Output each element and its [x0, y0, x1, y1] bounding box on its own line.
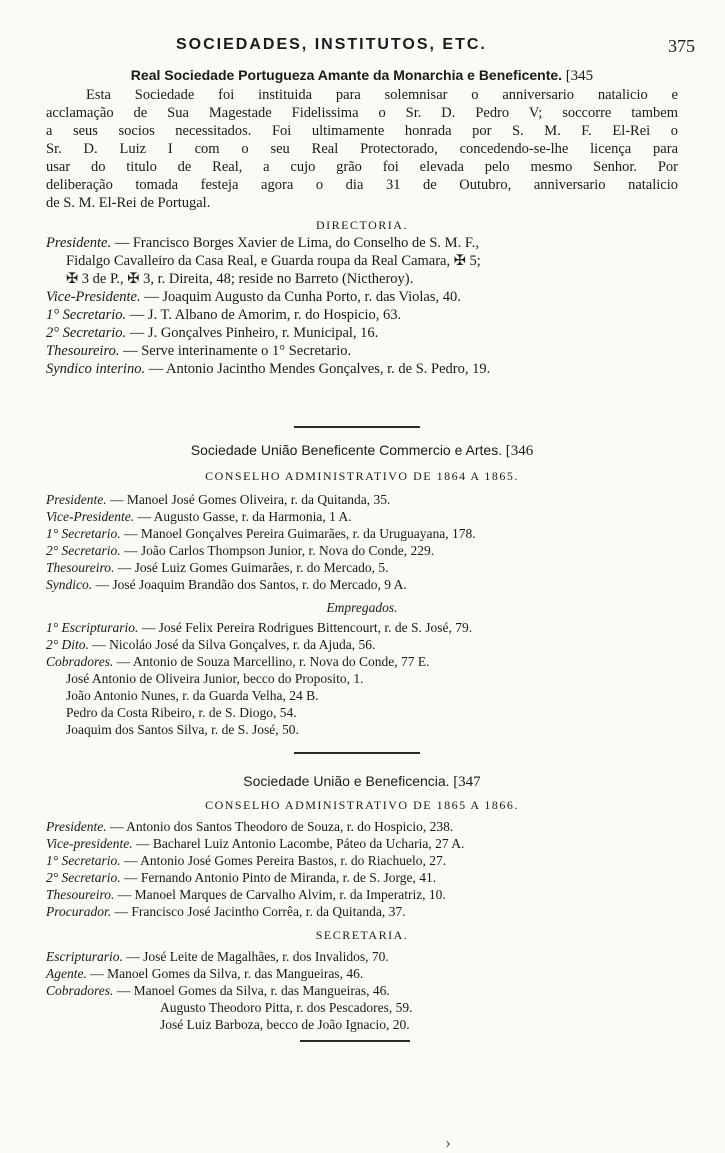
- entry-text: — Fernando Antonio Pinto de Miranda, r. de S. Jorge, 41.: [120, 870, 437, 885]
- section-subheading: DIRECTORIA.: [316, 218, 408, 232]
- entry-line: [46, 869, 436, 887]
- pencil-mark-icon: ›: [445, 1132, 451, 1152]
- section-title: [46, 772, 678, 791]
- entry-text: — Manoel José Gomes Oliveira, r. da Quitanda, 35.: [106, 492, 391, 507]
- entry-line: [46, 619, 472, 637]
- entry-line: [46, 886, 446, 904]
- entry-role: Thesoureiro.: [46, 887, 115, 902]
- entry-text: — J. Gonçalves Pinheiro, r. Municipal, 16.: [126, 325, 379, 341]
- entry-line: [66, 687, 318, 705]
- entry-role: Thesoureiro.: [46, 560, 115, 575]
- entry-line: [46, 306, 401, 324]
- section-title: [46, 66, 678, 85]
- paragraph-line: a seus socios necessitados. Foi ultimamente honrada por S. M. F. El-Rei o: [46, 123, 678, 139]
- entry-role: Thesoureiro.: [46, 343, 120, 359]
- running-head: SOCIEDADES, INSTITUTOS, ETC.: [176, 36, 487, 53]
- entry-text: — José Luiz Gomes Guimarães, r. do Mercado, 5.: [114, 560, 389, 575]
- section-subheading: Empregados.: [326, 600, 398, 615]
- entry-text: — Augusto Gasse, r. da Harmonia, 1 A.: [134, 509, 352, 524]
- entry-text: ✠ 3 de P., ✠ 3, r. Direita, 48; reside no Barreto (Nictheroy).: [66, 271, 414, 287]
- paragraph-line: acclamação de Sua Magestade Fidelissima o Sr. D. Pedro V; soccorre tambem: [46, 105, 678, 121]
- entry-text: João Antonio Nunes, r. da Guarda Velha, 24 B.: [66, 688, 319, 703]
- entry-text: Fidalgo Cavalleiro da Casa Real, e Guarda roupa da Real Camara, ✠ 5;: [66, 253, 481, 269]
- section-title-text: Sociedade União Beneficente Commercio e Artes.: [190, 442, 503, 458]
- paragraph-line: Esta Sociedade foi instituida para solemnisar o anniversario natalicio e: [86, 87, 678, 103]
- entry-text: — João Carlos Thompson Junior, r. Nova do Conde, 229.: [120, 543, 435, 558]
- section-title-text: Real Sociedade Portugueza Amante da Monarchia e Beneficente.: [130, 67, 563, 83]
- entry-line: [66, 270, 413, 288]
- entry-text: — Joaquim Augusto da Cunha Porto, r. das Violas, 40.: [140, 289, 461, 305]
- entry-role: Presidente.: [46, 235, 112, 251]
- entry-text: — J. T. Albano de Amorim, r. do Hospicio, 63.: [126, 307, 402, 323]
- entry-line: [46, 234, 479, 252]
- entry-text: José Antonio de Oliveira Junior, becco do Proposito, 1.: [66, 671, 364, 686]
- entry-line: [46, 948, 389, 966]
- entry-role: Cobradores.: [46, 654, 114, 669]
- entry-role: Escripturario.: [46, 949, 123, 964]
- section-ref-number: [345: [565, 68, 594, 84]
- page-header: [0, 36, 725, 60]
- entry-text: Augusto Theodoro Pitta, r. dos Pescadores, 59.: [160, 1000, 413, 1015]
- entry-text: — Nicoláo José da Silva Gonçalves, r. da Ajuda, 56.: [88, 637, 376, 652]
- entry-line: [160, 999, 412, 1017]
- entry-line: [46, 965, 363, 983]
- entry-role: 2° Secretario.: [46, 543, 121, 558]
- entry-role: 1° Secretario.: [46, 526, 121, 541]
- page-number: 375: [668, 36, 695, 56]
- entry-text: — Antonio José Gomes Pereira Bastos, r. do Riachuelo, 27.: [120, 853, 447, 868]
- entry-line: [66, 670, 364, 688]
- entry-text: Pedro da Costa Ribeiro, r. de S. Diogo, 54.: [66, 705, 297, 720]
- entry-role: Agente.: [46, 966, 87, 981]
- entry-role: Presidente.: [46, 492, 107, 507]
- entry-text: — Francisco José Jacintho Corrêa, r. da Quitanda, 37.: [111, 904, 406, 919]
- entry-role: Presidente.: [46, 819, 107, 834]
- entry-role: Vice-Presidente.: [46, 289, 141, 305]
- entry-line: [46, 653, 429, 671]
- entry-text: — José Joaquim Brandão dos Santos, r. do Mercado, 9 A.: [92, 577, 407, 592]
- entry-line: [46, 288, 461, 306]
- entry-line: [46, 835, 464, 853]
- entry-role: 2° Dito.: [46, 637, 89, 652]
- entry-role: Cobradores.: [46, 983, 114, 998]
- section-divider: [300, 1040, 410, 1042]
- entry-text: — Francisco Borges Xavier de Lima, do Conselho de S. M. F.,: [111, 235, 479, 251]
- entry-line: [46, 542, 434, 560]
- section-subheading: CONSELHO ADMINISTRATIVO DE 1865 A 1866.: [205, 798, 519, 812]
- section-subheading: CONSELHO ADMINISTRATIVO DE 1864 A 1865.: [205, 469, 519, 483]
- entry-role: 1° Escripturario.: [46, 620, 139, 635]
- entry-line: [46, 903, 405, 921]
- entry-line: [46, 508, 352, 526]
- entry-role: Vice-Presidente.: [46, 509, 135, 524]
- entry-text: — Bacharel Luiz Antonio Lacombe, Páteo da Ucharia, 27 A.: [132, 836, 465, 851]
- entry-text: — Manoel Gonçalves Pereira Guimarães, r. da Uruguayana, 178.: [120, 526, 476, 541]
- entry-role: 2° Secretario.: [46, 870, 121, 885]
- entry-line: [46, 636, 375, 654]
- entry-role: Vice-presidente.: [46, 836, 133, 851]
- entry-line: [46, 818, 453, 836]
- entry-text: — Antonio dos Santos Theodoro de Souza, r. do Hospicio, 238.: [106, 819, 454, 834]
- entry-text: Joaquim dos Santos Silva, r. de S. José, 50.: [66, 722, 299, 737]
- entry-line: [66, 721, 299, 739]
- entry-line: [66, 252, 481, 270]
- paragraph-line: deliberação tomada festeja agora o dia 31 de Outubro, anniversario natalicio: [46, 177, 678, 193]
- entry-role: 1° Secretario.: [46, 853, 121, 868]
- section-ref-number: [347: [453, 774, 481, 790]
- entry-text: — José Felix Pereira Rodrigues Bittencourt, r. de S. José, 79.: [138, 620, 473, 635]
- section-subheading: SECRETARIA.: [315, 928, 409, 942]
- entry-text: — Serve interinamente o 1° Secretario.: [119, 343, 352, 359]
- entry-text: — José Leite de Magalhães, r. dos Invalidos, 70.: [122, 949, 389, 964]
- section-divider: [294, 426, 420, 428]
- entry-line: [46, 576, 407, 594]
- entry-line: [46, 982, 390, 1000]
- entry-line: [46, 360, 490, 378]
- paragraph-line: de S. M. El-Rei de Portugal.: [46, 195, 211, 211]
- entry-line: [46, 559, 388, 577]
- entry-text: — Antonio de Souza Marcellino, r. Nova do Conde, 77 E.: [113, 654, 430, 669]
- entry-line: [46, 525, 476, 543]
- entry-text: José Luiz Barboza, becco de João Ignacio, 20.: [160, 1017, 410, 1032]
- entry-role: Syndico interino.: [46, 361, 146, 377]
- paragraph-line: usar do titulo de Real, a cujo grão foi elevada pelo mesmo Senhor. Por: [46, 159, 678, 175]
- entry-line: [160, 1016, 410, 1034]
- section-ref-number: [346: [505, 443, 534, 459]
- entry-role: Procurador.: [46, 904, 112, 919]
- section-title: [46, 441, 678, 460]
- entry-role: 1° Secretario.: [46, 307, 127, 323]
- entry-line: [66, 704, 297, 722]
- entry-line: [46, 342, 351, 360]
- section-divider: [294, 752, 420, 754]
- entry-line: [46, 852, 446, 870]
- entry-text: — Manoel Gomes da Silva, r. das Mangueiras, 46.: [113, 983, 390, 998]
- entry-text: — Antonio Jacintho Mendes Gonçalves, r. de S. Pedro, 19.: [145, 361, 491, 377]
- entry-text: — Manoel Gomes da Silva, r. das Mangueiras, 46.: [86, 966, 364, 981]
- entry-role: Syndico.: [46, 577, 93, 592]
- entry-text: — Manoel Marques de Carvalho Alvim, r. da Imperatriz, 10.: [114, 887, 446, 902]
- entry-line: [46, 491, 390, 509]
- paragraph-line: Sr. D. Luiz I com o seu Real Protectorado, concedendo-se-lhe licença para: [46, 141, 678, 157]
- entry-line: [46, 324, 378, 342]
- entry-role: 2° Secretario.: [46, 325, 127, 341]
- section-title-text: Sociedade União e Beneficencia.: [243, 773, 450, 789]
